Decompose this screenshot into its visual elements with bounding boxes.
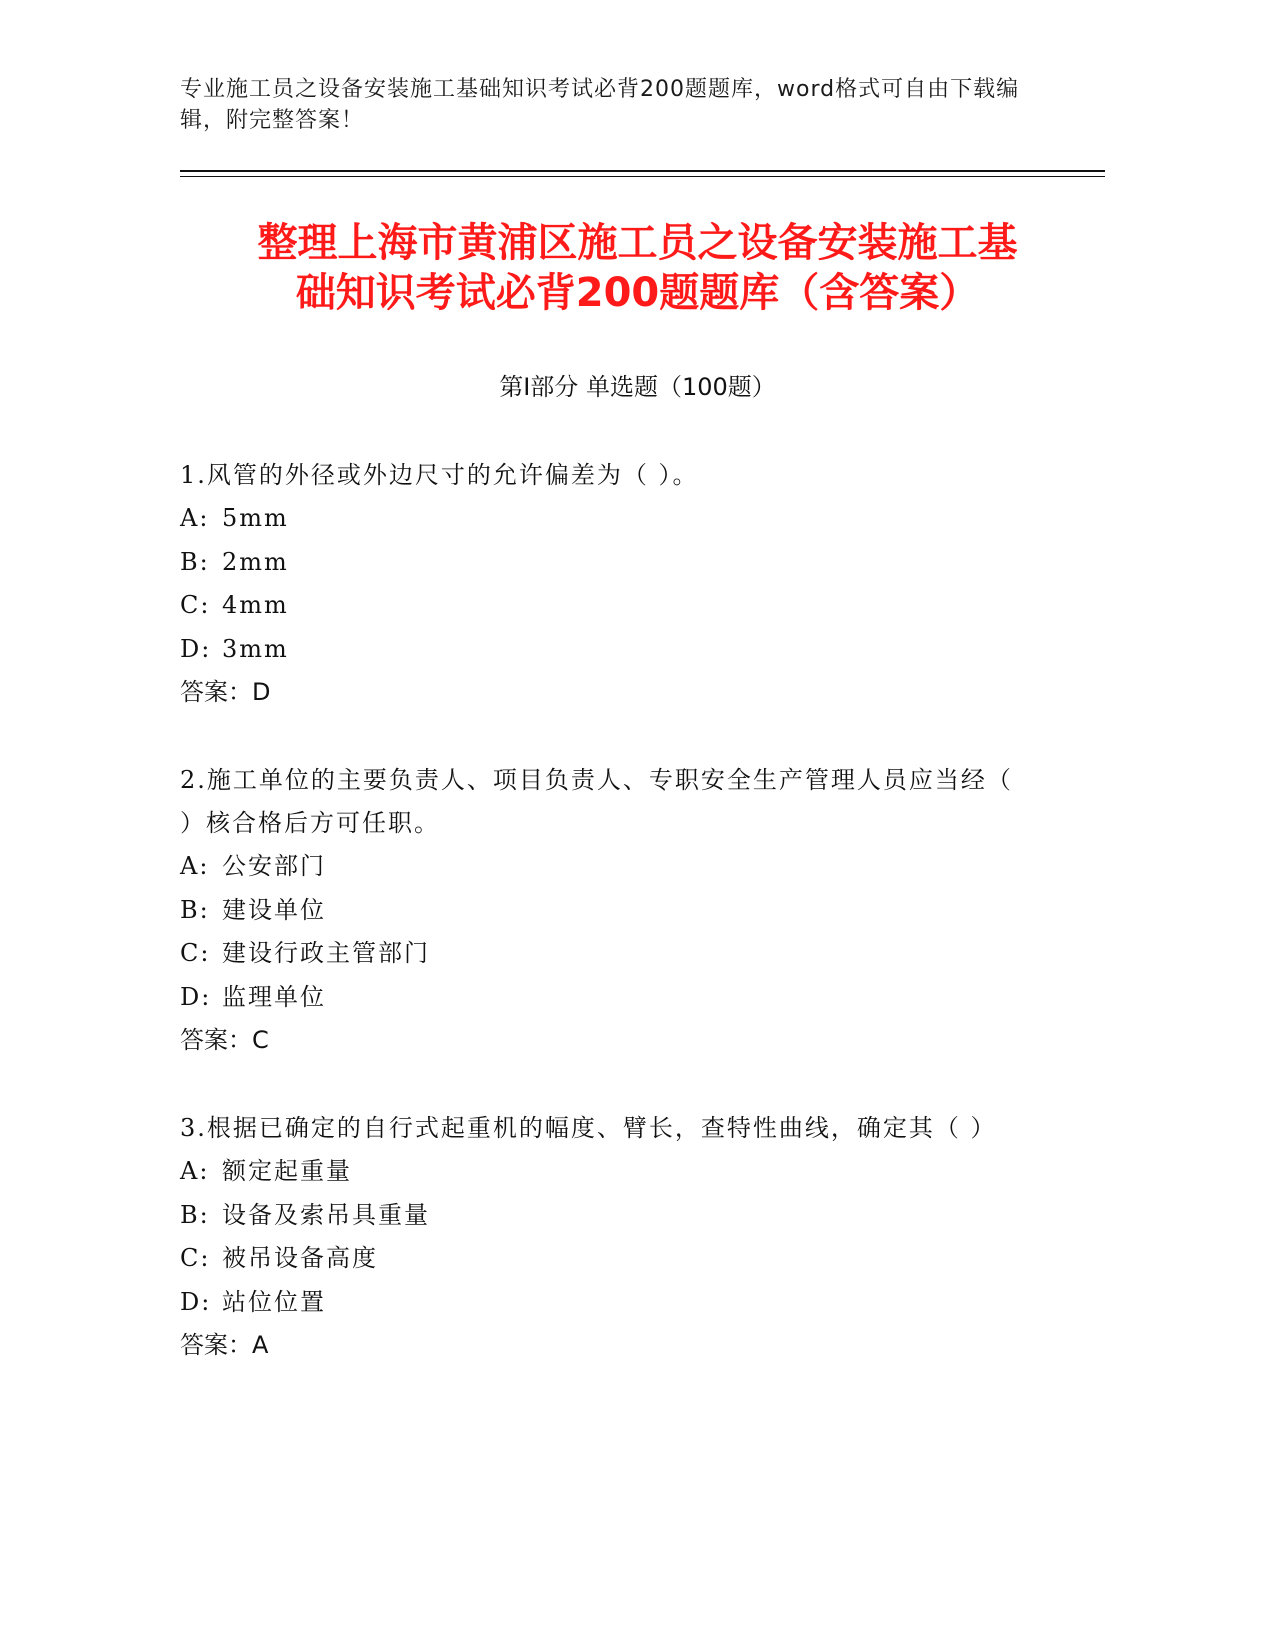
- option-b: [180, 1194, 1020, 1238]
- option-c: [180, 584, 1020, 628]
- option-b: [180, 889, 1020, 933]
- option-text: 站位位置: [222, 1287, 326, 1316]
- option-key: A:: [180, 504, 210, 532]
- option-text: 公安部门: [222, 852, 326, 880]
- question-stem: 3.根据已确定的自行式起重机的幅度、臂长，查特性曲线，确定其（ ）: [180, 1114, 997, 1142]
- option-text: 设备及索吊具重量: [222, 1200, 430, 1229]
- option-text: 监理单位: [222, 982, 326, 1011]
- option-a: [180, 845, 1020, 889]
- answer: 答案：D: [180, 678, 271, 706]
- header-rule-thin: [180, 176, 1105, 177]
- option-key: C:: [180, 591, 211, 619]
- document-title-line-2: 础知识考试必背200题题库（含答案）: [295, 270, 980, 316]
- question-3: [180, 1107, 1020, 1367]
- question-2: [180, 759, 1020, 1062]
- option-key: C:: [180, 1244, 211, 1272]
- option-text: 额定起重量: [222, 1157, 352, 1185]
- answer: 答案：A: [180, 1331, 269, 1359]
- option-a: [180, 497, 1020, 541]
- option-d: [180, 628, 1020, 672]
- option-key: C:: [180, 939, 211, 967]
- option-text: 建设行政主管部门: [222, 939, 430, 967]
- option-text: 被吊设备高度: [222, 1244, 378, 1272]
- option-text: 建设单位: [222, 895, 326, 924]
- option-c: [180, 1237, 1020, 1281]
- question-1: [180, 454, 1020, 714]
- answer: 答案：C: [180, 1026, 269, 1054]
- option-key: D:: [180, 634, 212, 663]
- option-key: A:: [180, 852, 210, 880]
- option-key: B:: [180, 547, 210, 576]
- option-text: 3mm: [222, 634, 289, 663]
- header-rule-thick: [180, 170, 1105, 172]
- document-title-line-1: 整理上海市黄浦区施工员之设备安装施工基: [257, 220, 1018, 266]
- section-heading: 第Ⅰ部分 单选题（100题）: [499, 373, 776, 401]
- option-key: A:: [180, 1157, 210, 1185]
- option-b: [180, 541, 1020, 585]
- option-text: 2mm: [222, 547, 289, 576]
- option-key: B:: [180, 895, 210, 924]
- option-a: [180, 1150, 1020, 1194]
- option-text: 5mm: [222, 504, 289, 532]
- question-stem: 2.施工单位的主要负责人、项目负责人、专职安全生产管理人员应当经（ ）核合格后方可任职。: [180, 766, 1013, 837]
- option-c: [180, 932, 1020, 976]
- option-key: B:: [180, 1200, 210, 1229]
- question-stem: 1.风管的外径或外边尺寸的允许偏差为（ ）。: [180, 461, 699, 489]
- option-d: [180, 1281, 1020, 1325]
- option-text: 4mm: [222, 591, 289, 619]
- option-key: D:: [180, 982, 212, 1011]
- option-key: D:: [180, 1287, 212, 1316]
- header-note: 专业施工员之设备安装施工基础知识考试必背200题题库，word格式可自由下载编辑，附完整答案！: [180, 77, 1020, 133]
- option-d: [180, 976, 1020, 1020]
- document-title: [160, 218, 1115, 318]
